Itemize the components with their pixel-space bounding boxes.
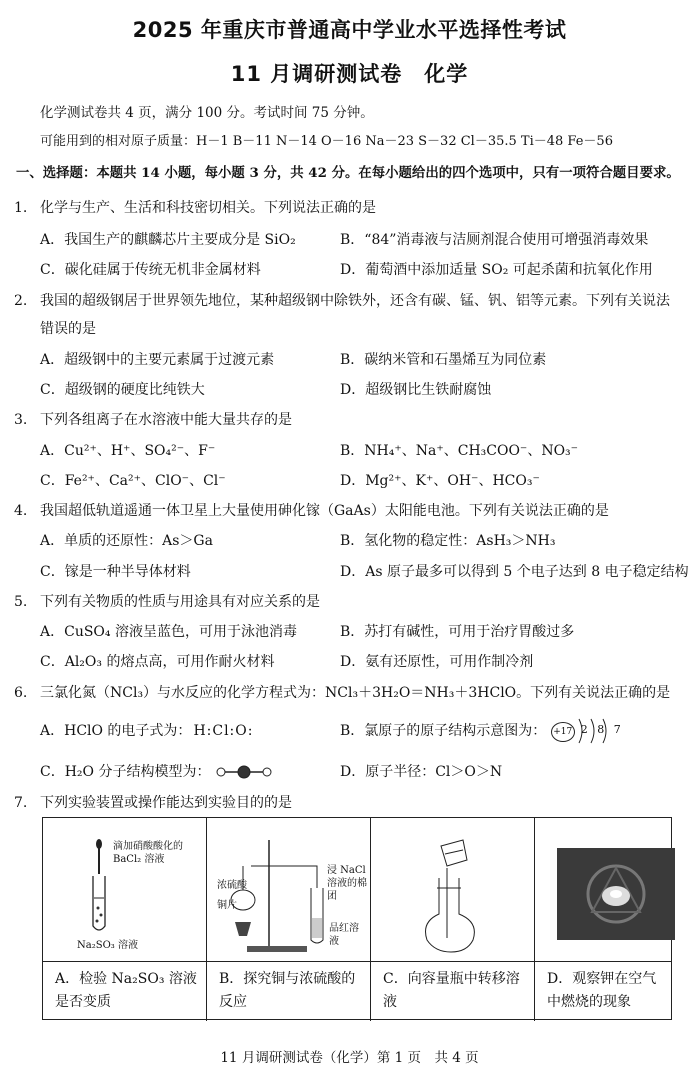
crucible-image (557, 848, 675, 940)
option-d: D．Mg²⁺、K⁺、OH⁻、HCO₃⁻ (340, 473, 540, 489)
option-a: A．单质的还原性：As＞Ga (40, 533, 213, 549)
experiment-table (42, 817, 672, 1020)
option-c-text: C．H₂O 分子结构模型为： (40, 764, 211, 780)
experiment-a (43, 818, 207, 1021)
experiment-c (371, 818, 535, 1021)
question-number: 1. (14, 200, 28, 216)
option-d: D．As 原子最多可以得到 5 个电子达到 8 电子稳定结构 (340, 564, 689, 580)
option-d: D．葡萄酒中添加适量 SO₂ 可起杀菌和抗氧化作用 (340, 262, 653, 278)
option-d: D．氨有还原性，可用作制冷剂 (340, 654, 534, 670)
option-b: B．碳纳米管和石墨烯互为同位素 (340, 352, 547, 368)
option-a: A．我国生产的麒麟芯片主要成分是 SiO₂ (40, 232, 296, 248)
acid-label: 浓硫酸 (217, 880, 247, 891)
potassium-burning-photo (557, 848, 675, 940)
h2o-model (215, 765, 273, 779)
question-number: 2. (14, 293, 28, 309)
option-b: B．苏打有碱性，可用于治疗胃酸过多 (340, 624, 575, 640)
pinkred-label: 品红溶液 (329, 923, 359, 947)
question-1 (14, 197, 376, 217)
option-c: C．Fe²⁺、Ca²⁺、ClO⁻、Cl⁻ (40, 473, 226, 489)
question-7 (14, 792, 292, 812)
option-b (340, 720, 624, 741)
exam-title: 2025 年重庆市普通高中学业水平选择性考试 (132, 18, 567, 42)
question-2 (14, 290, 670, 310)
caption-a: A．检验 Na₂SO₃ 溶液是否变质 (55, 971, 197, 1010)
experiment-d (535, 818, 673, 1021)
question-stem: 下列实验装置或操作能达到实验目的的是 (40, 795, 292, 811)
section-heading: 一、选择题：本题共 14 小题，每小题 3 分，共 42 分。在每小题给出的四个选项中，只有一项符合题目要求。 (16, 165, 680, 181)
cl-atom-diagram (551, 721, 624, 741)
option-c: C．Al₂O₃ 的熔点高，可用作耐火材料 (40, 654, 275, 670)
option-d: D．原子半径：Cl＞O＞N (340, 764, 503, 780)
option-a: A．Cu²⁺、H⁺、SO₄²⁻、F⁻ (40, 443, 216, 459)
hclo-electron-formula: H:Cl:O: (193, 723, 254, 739)
shell-electrons: 2 8 7 (580, 723, 624, 736)
nucleus: +17 (551, 722, 575, 742)
question-stem-cont: 错误的是 (40, 321, 96, 337)
option-c: C．镓是一种半导体材料 (40, 564, 191, 580)
option-b: B．“84”消毒液与洁厕剂混合使用可增强消毒效果 (340, 232, 649, 248)
question-stem: 化学与生产、生活和科技密切相关。下列说法正确的是 (40, 200, 376, 216)
question-3 (14, 409, 292, 429)
experiment-b (207, 818, 371, 1021)
question-number: 4. (14, 503, 28, 519)
option-a-text: A．HClO 的电子式为： (40, 723, 192, 739)
option-a: A．CuSO₄ 溶液呈蓝色，可用于泳池消毒 (40, 624, 297, 640)
option-b: B．氢化物的稳定性：AsH₃＞NH₃ (340, 533, 556, 549)
question-4 (14, 500, 609, 520)
question-stem: 下列有关物质的性质与用途具有对应关系的是 (40, 594, 320, 610)
option-c (40, 761, 273, 781)
intro-info: 化学测试卷共 4 页，满分 100 分。考试时间 75 分钟。 (40, 105, 374, 121)
reagent-label: 滴加硝酸酸化的 BaCl₂ 溶液 (113, 841, 183, 865)
atomic-masses: 可能用到的相对原子质量：H－1 B－11 N－14 O－16 Na－23 S－32 Cl－35.5 Ti－48 Fe－56 (40, 134, 613, 149)
question-5 (14, 591, 320, 611)
caption-d: D．观察钾在空气中燃烧的现象 (547, 971, 657, 1010)
question-stem: 三氯化氮（NCl₃）与水反应的化学方程式为：NCl₃＋3H₂O＝NH₃＋3HClO。下列有关说法正确的是 (40, 685, 671, 701)
cotton-label: 浸 NaCl 溶液的棉团 (327, 865, 367, 902)
question-number: 6. (14, 685, 28, 701)
question-number: 7. (14, 795, 28, 811)
option-c: C．碳化硅属于传统无机非金属材料 (40, 262, 261, 278)
option-b: B．NH₄⁺、Na⁺、CH₃COO⁻、NO₃⁻ (340, 443, 579, 459)
caption-c: C．向容量瓶中转移溶液 (383, 971, 520, 1010)
question-stem: 我国的超级钢居于世界领先地位，某种超级钢中除铁外，还含有碳、锰、钒、铝等元素。下列有关说法 (40, 293, 670, 309)
question-number: 5. (14, 594, 28, 610)
volumetric-flask (371, 818, 535, 958)
caption-b: B．探究铜与浓硫酸的反应 (219, 971, 356, 1010)
question-stem: 下列各组离子在水溶液中能大量共存的是 (40, 412, 292, 428)
solution-label: Na₂SO₃ 溶液 (77, 940, 138, 951)
question-6 (14, 682, 670, 702)
page-footer: 11 月调研测试卷（化学）第 1 页 共 4 页 (220, 1050, 479, 1066)
question-number: 3. (14, 412, 28, 428)
question-stem: 我国超低轨道遥通一体卫星上大量使用砷化镓（GaAs）太阳能电池。下列有关说法正确的是 (40, 503, 609, 519)
option-c: C．超级钢的硬度比纯铁大 (40, 382, 205, 398)
exam-subtitle: 11 月调研测试卷 化学 (230, 62, 469, 86)
copper-label: 铜片 (217, 900, 237, 911)
option-b-text: B．氯原子的原子结构示意图为： (340, 723, 547, 739)
option-a: A．超级钢中的主要元素属于过渡元素 (40, 352, 275, 368)
option-d: D．超级钢比生铁耐腐蚀 (340, 382, 492, 398)
option-a (40, 720, 253, 740)
